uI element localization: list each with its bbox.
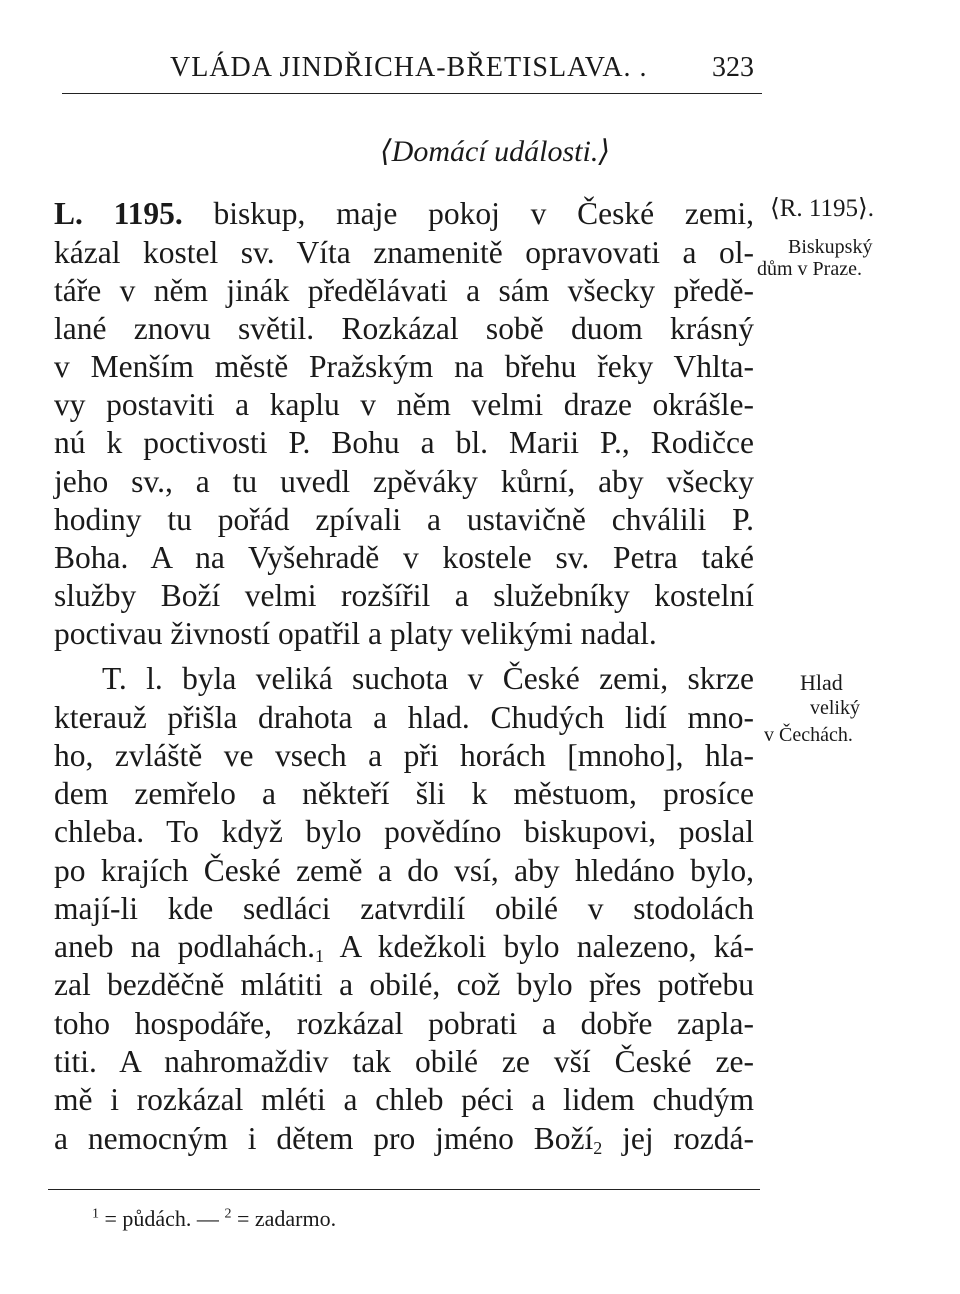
text-span: A kdežkoli bylo nalezeno, ká- (324, 929, 755, 964)
footnote-text: = půdách. — (99, 1206, 225, 1231)
text-line: chleba. To když bylo povědíno biskupovi, poslal (54, 814, 754, 849)
text-line: poctivau živností opatřil a platy velikými nadal. (54, 616, 657, 651)
text-line: titi. A nahromaždiv tak obilé ze vší České ze- (54, 1044, 754, 1079)
text-line: hodiny tu pořád zpívali a ustavičně chválili P. (54, 502, 754, 537)
text-line: služby Boží velmi rozšířil a služebníky kostelní (54, 578, 754, 613)
text-span: a nemocným i dětem pro jméno Boží (54, 1121, 594, 1156)
text-span: jej rozdá- (602, 1121, 754, 1156)
text-line: mě i rozkázal mléti a chleb péci a lidem chudým (54, 1082, 754, 1117)
margin-note: Biskupský (788, 236, 873, 258)
text-span: aneb na podlahách. (54, 929, 316, 964)
footnote-mark: 1 (92, 1206, 99, 1222)
header-rule (62, 93, 762, 94)
footnote-mark: 2 (224, 1206, 232, 1222)
running-header: VLÁDA JINDŘICHA-BŘETISLAVA. . (170, 52, 648, 83)
margin-note: veliký (810, 697, 860, 719)
text-line: nú k poctivosti P. Bohu a bl. Marii P., Rodičce (54, 425, 754, 460)
text-line (54, 195, 754, 233)
text-line: v Menším městě Pražským na břehu řeky Vhlta- (54, 349, 754, 384)
footnote-text: = zadarmo. (231, 1206, 337, 1231)
text-line: táře v něm jinák předělávati a sám všecky předě- (54, 273, 754, 308)
text-line: jeho sv., a tu uvedl zpěváky kůrní, aby všecky (54, 464, 754, 499)
text-line: vy postaviti a kaplu v něm velmi draze okrášle- (54, 387, 754, 422)
text-line: Boha. A na Vyšehradě v kostele sv. Petra také (54, 540, 754, 575)
year-label: L. 1195. (54, 196, 183, 231)
text-line: toho hospodáře, rozkázal pobrati a dobře zapla- (54, 1006, 754, 1041)
text-line (54, 1120, 754, 1158)
margin-year: ⟨R. 1195⟩. (770, 195, 875, 222)
margin-note: dům v Praze. (757, 258, 862, 280)
text-line: lané znovu světil. Rozkázal sobě duom krásný (54, 311, 754, 346)
footnote-ref: 2 (593, 1138, 603, 1158)
page-number: 323 (712, 52, 754, 83)
margin-note: Hlad (800, 670, 843, 695)
text-line: ho, zvláště ve vsech a při horách [mnoho], hla- (54, 738, 754, 773)
text-line: kázal kostel sv. Víta znamenitě opravovati a ol- (54, 235, 754, 270)
footnote-ref: 1 (315, 946, 325, 966)
margin-note: v Čechách. (764, 724, 853, 746)
footnotes (92, 1206, 336, 1232)
text-line: po krajích České země a do vsí, aby hledáno bylo, (54, 853, 754, 888)
text-line: T. l. byla veliká suchota v České zemi, skrze (102, 661, 754, 696)
text-line: dem zemřelo a někteří šli k městuom, prosíce (54, 776, 754, 811)
text-span: biskup, maje pokoj v České zemi, (182, 196, 754, 231)
text-line: mají-li kde sedláci zatvrdilí obilé v stodolách (54, 891, 754, 926)
section-title: ⟨Domácí události.⟩ (379, 135, 611, 168)
text-line: zal bezděčně mlátiti a obilé, což bylo přes potřebu (54, 967, 754, 1002)
text-line: kterauž přišla drahota a hlad. Chudých lidí mno- (54, 700, 754, 735)
footnote-rule (48, 1189, 760, 1190)
text-line (54, 928, 754, 966)
